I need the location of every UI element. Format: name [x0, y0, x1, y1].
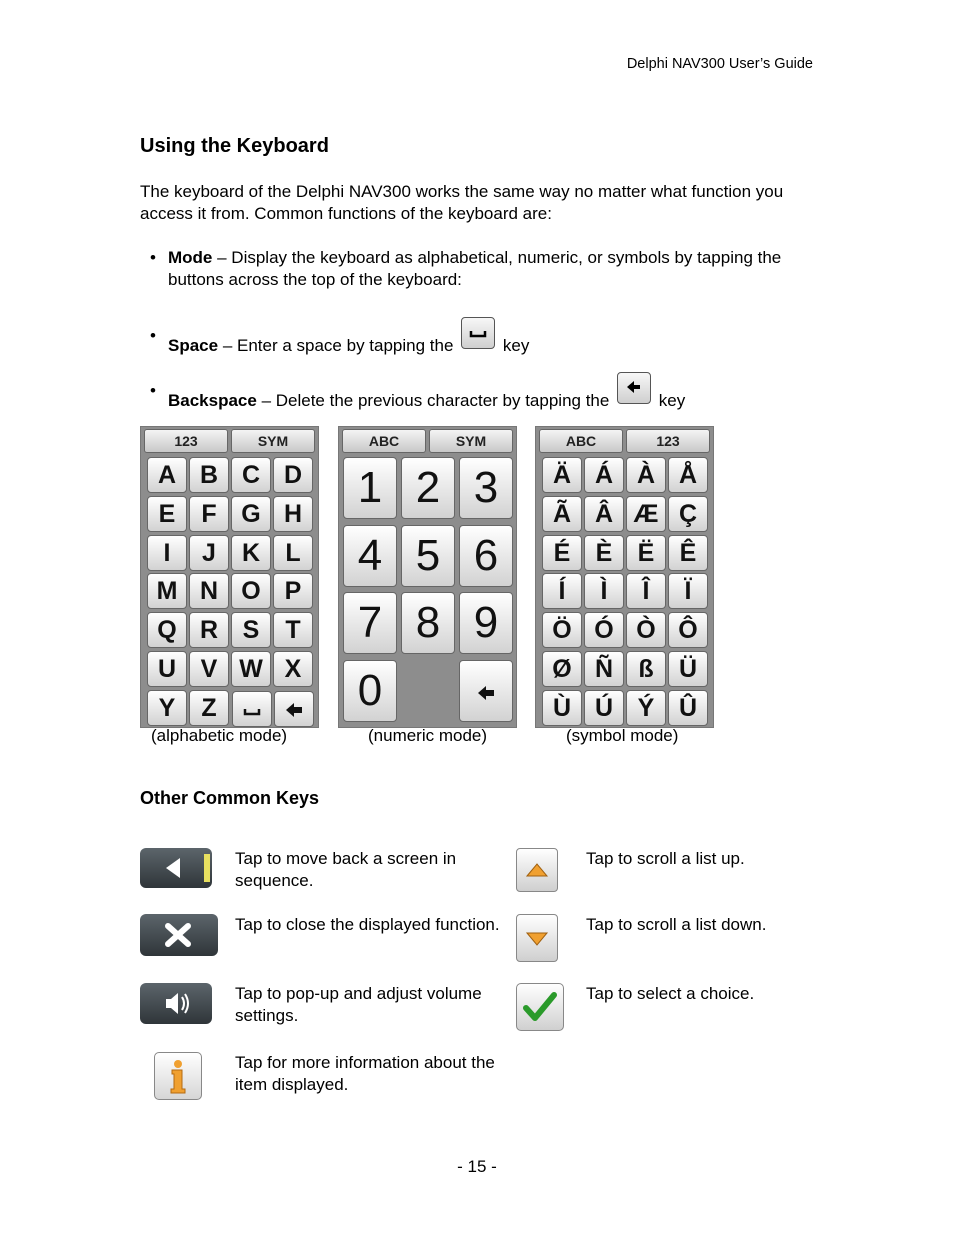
alphabetic-keyboard [140, 426, 319, 728]
letter-key[interactable]: W [231, 651, 271, 687]
page-number: - 15 - [457, 1157, 497, 1176]
letter-key[interactable]: R [189, 612, 229, 648]
symbol-key[interactable]: Â [584, 496, 624, 532]
symbol-keyboard [535, 426, 714, 728]
caption-symbol: (symbol mode) [566, 726, 679, 745]
back-arrow-icon [140, 848, 212, 888]
volume-speaker-icon [140, 983, 212, 1024]
bullet-backspace-suffix: key [654, 391, 686, 410]
tab-abc[interactable]: ABC [342, 429, 426, 453]
letter-key[interactable]: T [273, 612, 313, 648]
letter-key[interactable]: A [147, 457, 187, 493]
letter-key[interactable]: F [189, 496, 229, 532]
scroll-up-description: Tap to scroll a list up. [586, 849, 745, 868]
caption-alphabetic: (alphabetic mode) [151, 726, 288, 745]
backspace-key[interactable] [459, 660, 513, 722]
close-x-icon [140, 914, 218, 956]
symbol-key[interactable]: Å [668, 457, 708, 493]
space-key-icon [461, 317, 495, 349]
letter-key[interactable]: I [147, 535, 187, 571]
tab-sym[interactable]: SYM [429, 429, 513, 453]
digit-key[interactable]: 3 [459, 457, 513, 519]
scroll-down-description: Tap to scroll a list down. [586, 915, 767, 934]
symbol-key[interactable]: Ò [626, 612, 666, 648]
backspace-key-icon [617, 372, 651, 404]
info-description: Tap for more information about the item displayed. [235, 1053, 495, 1094]
symbol-key[interactable]: Ì [584, 573, 624, 609]
letter-key[interactable]: H [273, 496, 313, 532]
bullet-space: • Space – Enter a space by tapping the key [150, 325, 830, 357]
bullet-space-text: – Enter a space by tapping the [218, 336, 459, 355]
symbol-key[interactable]: Ù [542, 690, 582, 726]
symbol-key[interactable]: Ä [542, 457, 582, 493]
symbol-key[interactable]: Ç [668, 496, 708, 532]
volume-speaker-description: Tap to pop-up and adjust volume settings. [235, 984, 482, 1025]
digit-key[interactable]: 5 [401, 525, 455, 587]
tab-sym[interactable]: SYM [231, 429, 315, 453]
symbol-key[interactable]: Ô [668, 612, 708, 648]
back-arrow-description: Tap to move back a screen in sequence. [235, 849, 457, 890]
letter-key[interactable]: N [189, 573, 229, 609]
symbol-key[interactable]: ß [626, 651, 666, 687]
running-header: Delphi NAV300 User’s Guide [626, 56, 813, 72]
symbol-key[interactable]: Û [668, 690, 708, 726]
info-icon [154, 1052, 202, 1100]
symbol-key[interactable]: Ó [584, 612, 624, 648]
symbol-key[interactable]: Æ [626, 496, 666, 532]
letter-key[interactable]: Y [147, 690, 187, 726]
symbol-key[interactable]: À [626, 457, 666, 493]
symbol-key[interactable]: Ø [542, 651, 582, 687]
section-title: Using the Keyboard [140, 135, 329, 157]
bullet-mode: • Mode – Display the keyboard as alphabetical, numeric, or symbols by tapping the buttons across the top of the keyboard: [150, 248, 782, 289]
letter-key[interactable]: V [189, 651, 229, 687]
digit-key[interactable]: 0 [343, 660, 397, 722]
space-key[interactable] [232, 691, 272, 727]
letter-key[interactable]: B [189, 457, 229, 493]
tab-123[interactable]: 123 [144, 429, 228, 453]
bullet-mode-term: Mode [168, 248, 213, 267]
letter-key[interactable]: C [231, 457, 271, 493]
letter-key[interactable]: M [147, 573, 187, 609]
symbol-key[interactable]: Í [542, 573, 582, 609]
letter-key[interactable]: L [273, 535, 313, 571]
digit-key[interactable]: 8 [401, 592, 455, 654]
bullet-mode-text: – Display the keyboard as alphabetical, numeric, or symbols by tapping the buttons across the top of the keyboard: [168, 248, 782, 289]
backspace-key[interactable] [274, 691, 314, 727]
letter-key[interactable]: Z [189, 690, 229, 726]
symbol-key[interactable]: Ö [542, 612, 582, 648]
tab-abc[interactable]: ABC [539, 429, 623, 453]
digit-key[interactable]: 1 [343, 457, 397, 519]
bullet-backspace-text: – Delete the previous character by tapping the [256, 391, 615, 410]
bullet-space-term: Space [168, 336, 219, 355]
letter-key[interactable]: J [189, 535, 229, 571]
other-keys-title: Other Common Keys [140, 788, 320, 808]
checkmark-description: Tap to select a choice. [586, 984, 755, 1003]
symbol-key[interactable]: Ü [668, 651, 708, 687]
symbol-key[interactable]: Ï [668, 573, 708, 609]
digit-key[interactable]: 7 [343, 592, 397, 654]
bullet-space-suffix: key [498, 336, 530, 355]
scroll-down-icon [516, 914, 558, 962]
symbol-key[interactable]: Ê [668, 535, 708, 571]
symbol-key[interactable]: Ñ [584, 651, 624, 687]
caption-numeric: (numeric mode) [368, 726, 488, 745]
symbol-key[interactable]: Ý [626, 690, 666, 726]
letter-key[interactable]: E [147, 496, 187, 532]
symbol-key[interactable]: Ã [542, 496, 582, 532]
symbol-key[interactable]: È [584, 535, 624, 571]
letter-key[interactable]: K [231, 535, 271, 571]
letter-key[interactable]: P [273, 573, 313, 609]
symbol-key[interactable]: Ë [626, 535, 666, 571]
symbol-key[interactable]: Á [584, 457, 624, 493]
letter-key[interactable]: S [231, 612, 271, 648]
bullet-backspace-term: Backspace [168, 391, 257, 410]
intro-paragraph: The keyboard of the Delphi NAV300 works the same way no matter what function you access it from. Common functions of the keyboard are: [140, 182, 784, 223]
digit-key[interactable]: 9 [459, 592, 513, 654]
digit-key[interactable]: 2 [401, 457, 455, 519]
symbol-key[interactable]: Î [626, 573, 666, 609]
numeric-keyboard [338, 426, 517, 728]
close-x-description: Tap to close the displayed function. [235, 915, 500, 934]
letter-key[interactable]: D [273, 457, 313, 493]
symbol-key[interactable]: É [542, 535, 582, 571]
bullet-backspace: • Backspace – Delete the previous character by tapping the key [150, 380, 830, 412]
symbol-key[interactable]: Ú [584, 690, 624, 726]
tab-123[interactable]: 123 [626, 429, 710, 453]
letter-key[interactable]: G [231, 496, 271, 532]
letter-key[interactable]: Q [147, 612, 187, 648]
letter-key[interactable]: X [273, 651, 313, 687]
scroll-up-icon [516, 848, 558, 892]
digit-key[interactable]: 6 [459, 525, 513, 587]
digit-key[interactable]: 4 [343, 525, 397, 587]
letter-key[interactable]: U [147, 651, 187, 687]
checkmark-icon [516, 983, 564, 1031]
letter-key[interactable]: O [231, 573, 271, 609]
